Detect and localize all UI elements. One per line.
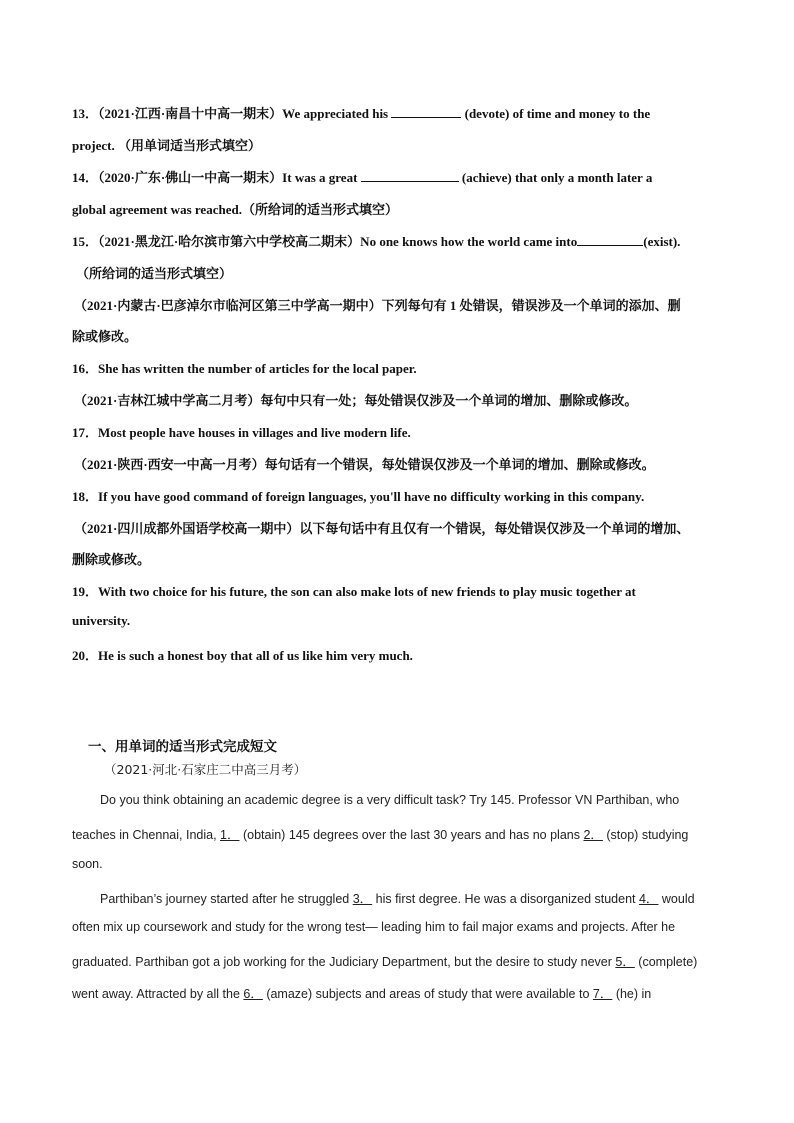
- question-number: 15．: [72, 234, 99, 249]
- answer-blank[interactable]: [577, 233, 643, 246]
- blank-4[interactable]: 4．: [638, 892, 659, 906]
- question-number: 19．: [72, 584, 99, 599]
- passage-line-4: [100, 889, 695, 907]
- passage-text: (stop) studying: [602, 828, 689, 842]
- passage-text: teaches in Chennai, India,: [72, 828, 221, 842]
- passage-text: went away. Attracted by all the: [72, 987, 244, 1001]
- question-number: 13．: [72, 106, 99, 121]
- question-number: 14．: [72, 170, 99, 185]
- passage-text: (obtain) 145 degrees over the last 30 years and has no plans: [239, 828, 584, 842]
- error-intro-3: （2021·陕西·西安一中高一月考）每句话有一个错误，每处错误仅涉及一个单词的增加、删除或修改。: [74, 457, 655, 472]
- passage-text: his first degree. He was a disorganized student: [372, 892, 639, 906]
- blank-2[interactable]: 2．: [583, 828, 603, 842]
- question-16: [72, 358, 417, 377]
- passage-line-1: Do you think obtaining an academic degree is a very difficult task? Try 145. Professor VN Parthiban, who: [100, 793, 680, 807]
- question-15-line-2: （所给词的适当形式填空）: [76, 266, 233, 281]
- error-intro-4-line-1: （2021·四川成都外国语学校高一期中）以下每句话中有且仅有一个错误，每处错误仅涉及一个单词的增加、: [74, 521, 690, 536]
- question-text: (achieve) that only a month later a: [458, 170, 653, 185]
- blank-7[interactable]: 7．: [592, 987, 613, 1001]
- question-text: （2021·江西·南昌十中高一期末）We appreciated his: [98, 106, 392, 121]
- question-text: Most people have houses in villages and live modern life.: [98, 425, 411, 440]
- passage-line-5: often mix up coursework and study for the wrong test— leading him to fail major exams and projects. After he: [72, 920, 676, 934]
- error-intro-2: （2021·吉林江城中学高二月考）每句中只有一处；每处错误仅涉及一个单词的增加、删除或修改。: [74, 393, 638, 408]
- section-title: 一、用单词的适当形式完成短文: [88, 739, 277, 755]
- passage-text: Parthiban’s journey started after he struggled: [100, 892, 353, 906]
- answer-blank[interactable]: [391, 105, 461, 118]
- passage-text: (amaze) subjects and areas of study that were available to: [262, 987, 593, 1001]
- passage-line-6: [72, 952, 697, 970]
- question-13-line-1: [72, 103, 650, 122]
- question-text: (exist).: [643, 234, 681, 249]
- question-text: （2021·黑龙江·哈尔滨市第六中学校高二期末）No one knows how the world came into: [98, 234, 578, 249]
- question-15-line-1: [72, 231, 680, 250]
- question-text: He is such a honest boy that all of us like him very much.: [98, 648, 413, 663]
- passage-text: would: [658, 892, 695, 906]
- question-number: 20．: [72, 648, 99, 663]
- question-text: With two choice for his future, the son can also make lots of new friends to play music together at: [98, 584, 636, 599]
- question-20: [72, 645, 413, 664]
- question-17: [72, 422, 411, 441]
- question-number: 16．: [72, 361, 99, 376]
- passage-text: (he) in: [612, 987, 652, 1001]
- passage-line-7: [72, 984, 651, 1002]
- passage-line-3: soon.: [72, 857, 103, 871]
- question-13-line-2: project. （用单词适当形式填空）: [72, 138, 261, 153]
- blank-3[interactable]: 3．: [352, 892, 373, 906]
- question-text: （2020·广东·佛山一中高一期末）It was a great: [98, 170, 361, 185]
- question-19-line-2: university.: [72, 613, 131, 628]
- blank-5[interactable]: 5．: [615, 955, 635, 969]
- passage-text: graduated. Parthiban got a job working for the Judiciary Department, but the desire to study never: [72, 955, 616, 969]
- question-14-line-1: [72, 167, 652, 186]
- question-text: She has written the number of articles for the local paper.: [98, 361, 417, 376]
- question-14-line-2: global agreement was reached.（所给词的适当形式填空）: [72, 202, 398, 217]
- passage-line-2: [72, 825, 688, 843]
- question-text: If you have good command of foreign languages, you'll have no difficulty working in this company.: [98, 489, 645, 504]
- error-intro-1-line-2: 除或修改。: [72, 329, 138, 344]
- question-text: (devote) of time and money to the: [461, 106, 651, 121]
- question-number: 17．: [72, 425, 99, 440]
- blank-6[interactable]: 6．: [243, 987, 263, 1001]
- question-number: 18．: [72, 489, 99, 504]
- question-19-line-1: [72, 581, 636, 600]
- error-intro-1-line-1: （2021·内蒙古·巴彦淖尔市临河区第三中学高一期中）下列每句有 1 处错误，错误涉及一个单词的添加、删: [74, 298, 681, 313]
- answer-blank[interactable]: [361, 169, 459, 182]
- question-18: [72, 486, 644, 505]
- error-intro-4-line-2: 删除或修改。: [72, 552, 151, 567]
- passage-text: (complete): [634, 955, 698, 969]
- section-source: （2021·河北·石家庄二中高三月考）: [104, 762, 307, 777]
- blank-1[interactable]: 1．: [220, 828, 240, 842]
